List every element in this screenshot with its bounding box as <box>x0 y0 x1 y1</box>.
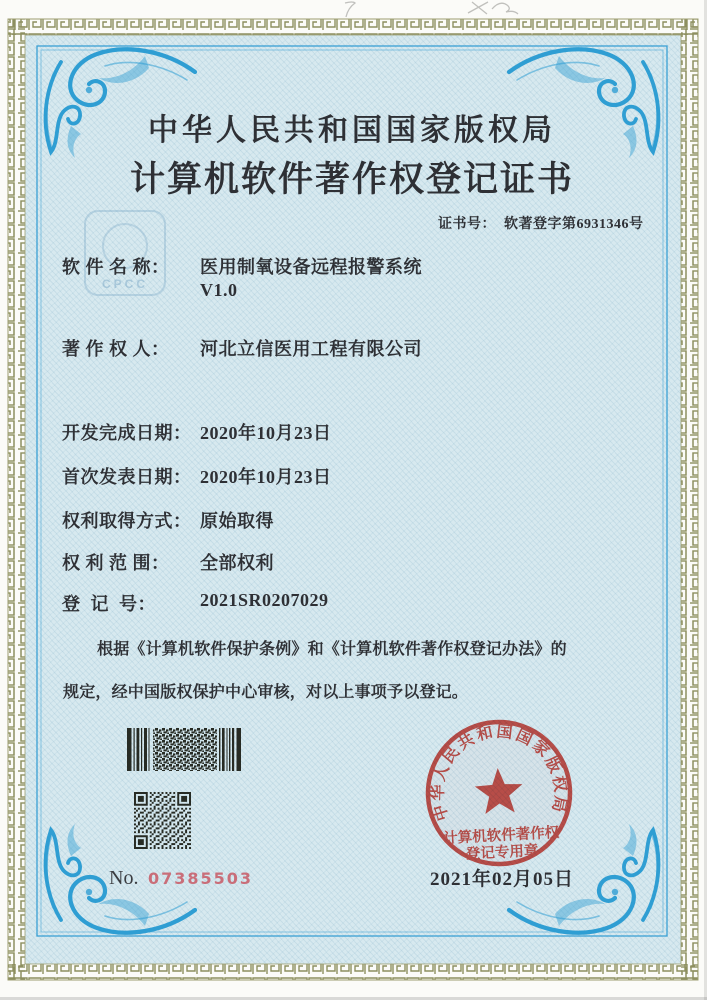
registration-statement-line1: 根据《计算机软件保护条例》和《计算机软件著作权登记办法》的 <box>97 641 567 658</box>
certificate-title: 计算机软件著作权登记证书 <box>129 160 574 199</box>
seal-text-line2: 登记专用章 <box>465 843 539 863</box>
field-value-acquisition-method: 原始取得 <box>200 511 274 531</box>
seal-text-line1: 计算机软件著作权 <box>442 824 560 847</box>
issuer-title: 中华人民共和国国家版权局 <box>148 114 556 147</box>
field-value-rights-scope: 全部权利 <box>200 553 274 573</box>
official-seal <box>421 715 577 871</box>
field-label-copyright-owner: 著 作 权 人： <box>62 339 170 359</box>
field-label-software-name: 软 件 名 称： <box>62 257 170 277</box>
field-value-registration-number: 2021SR0207029 <box>200 590 329 610</box>
issue-date: 2021年02月05日 <box>430 869 575 890</box>
serial-number-label: No. <box>109 867 139 889</box>
qr-code <box>134 792 191 849</box>
seal-ring-text: 中华人民共和国国家版权局 <box>429 723 569 823</box>
field-label-completion-date: 开发完成日期： <box>62 423 192 443</box>
certificate-number <box>438 217 644 233</box>
field-label-acquisition-method: 权利取得方式： <box>62 511 192 531</box>
pencil-marks <box>345 2 518 17</box>
field-value-software-name: 医用制氧设备远程报警系统 <box>200 257 422 277</box>
field-value-completion-date: 2020年10月23日 <box>200 423 332 443</box>
serial-number-value: 07385503 <box>148 869 254 888</box>
field-value-publication-date: 2020年10月23日 <box>200 467 332 487</box>
certificate-number-value: 软著登字第6931346号 <box>504 217 644 232</box>
barcode <box>127 728 241 771</box>
field-label-publication-date: 首次发表日期： <box>62 467 192 487</box>
registration-statement-line2: 规定，经中国版权保护中心审核，对以上事项予以登记。 <box>63 684 469 701</box>
field-label-rights-scope: 权 利 范 围： <box>62 553 170 573</box>
field-value-software-version: V1.0 <box>200 280 238 300</box>
certificate-number-label: 证书号： <box>438 217 496 232</box>
field-label-registration-number: 登 记 号： <box>62 594 156 614</box>
field-value-copyright-owner: 河北立信医用工程有限公司 <box>200 339 422 359</box>
cpcc-watermark-text: CPCC <box>101 277 148 291</box>
